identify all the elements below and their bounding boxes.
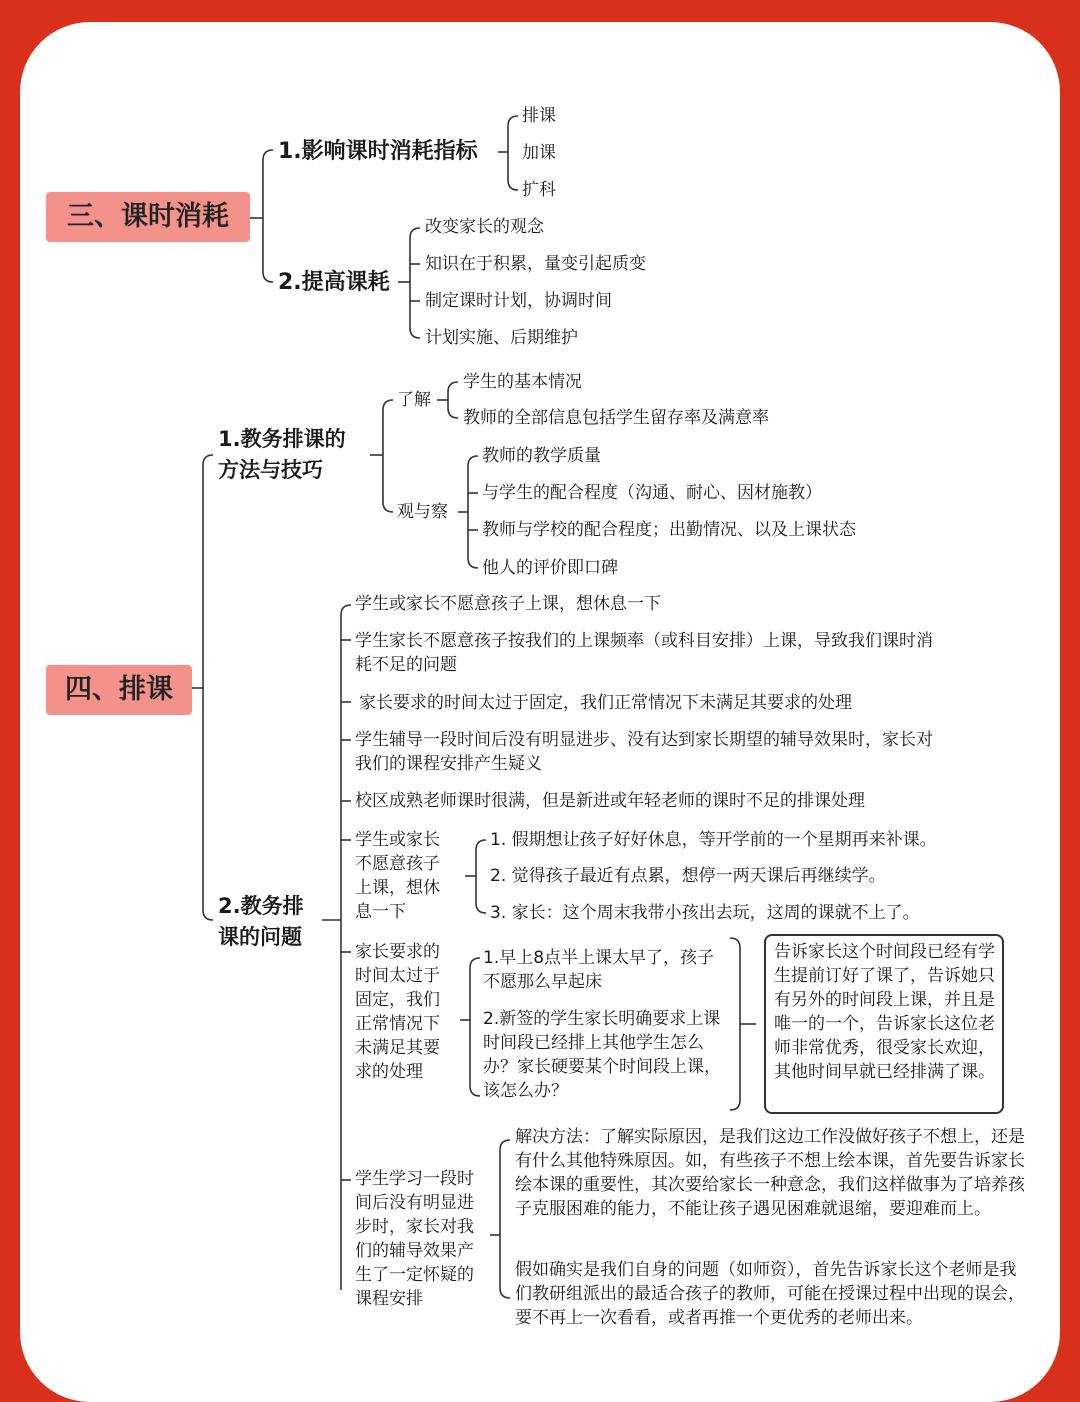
improve-item: 制定课时计划，协调时间 xyxy=(425,291,612,311)
issue-item: 学生或家长不愿意孩子上课，想休息一下 xyxy=(355,594,661,614)
understand-item: 学生的基本情况 xyxy=(463,372,582,392)
factor-indicators-title: 1.影响课时消耗指标 xyxy=(278,139,478,164)
doubt-solution: 解决方法：了解实际原因，是我们这边工作没做好孩子不想上，还是有什么其他特殊原因。如，有些孩子不想上绘本课，首先要告诉家长绘本课的重要性，其次要给家长一种意念，我们这样做事为了培养孩子克服困难的能力，不能让孩子遇见困难就退缩，要迎难而上。 xyxy=(515,1127,1025,1219)
fixed-time-case: 1.早上8点半上课太早了，孩子不愿那么早起床 xyxy=(483,948,715,992)
understand-item: 教师的全部信息包括学生留存率及满意率 xyxy=(463,408,769,428)
section-three-tag: 三、课时消耗 xyxy=(46,192,250,242)
issue-item: 学生辅导一段时间后没有明显进步、没有达到家长期望的辅导效果时，家长对我们的课程安排产生疑义 xyxy=(355,730,933,774)
observe-item: 与学生的配合程度（沟通、耐心、因材施教） xyxy=(482,483,822,503)
issue-item: 校区成熟老师课时很满，但是新进或年轻老师的课时不足的排课处理 xyxy=(355,791,865,811)
scheduling-methods-title-2: 方法与技巧 xyxy=(218,458,323,482)
fixed-time-issue-label: 家长要求的时间太过于固定，我们正常情况下未满足其要求的处理 xyxy=(355,942,440,1082)
factor-item: 排课 xyxy=(522,106,556,126)
observe-item: 教师与学校的配合程度；出勤情况、以及上课状态 xyxy=(482,520,856,540)
doubt-issue-label: 学生学习一段时间后没有明显进步时，家长对我们的辅导效果产生了一定怀疑的课程安排 xyxy=(355,1169,474,1309)
improve-item: 计划实施、后期维护 xyxy=(425,328,578,348)
fixed-time-case: 2.新签的学生家长明确要求上课时间段已经排上其他学生怎么办？家长硬要某个时间段上课，该怎么办？ xyxy=(483,1009,721,1101)
rest-case: 1. 假期想让孩子好好休息，等开学前的一个星期再来补课。 xyxy=(490,830,937,850)
issue-item: 学生家长不愿意孩子按我们的上课频率（或科目安排）上课，导致我们课时消耗不足的问题 xyxy=(355,631,933,675)
fixed-time-answer-box xyxy=(764,934,1004,1114)
improve-item: 知识在于积累，量变引起质变 xyxy=(425,254,646,274)
fixed-time-answer: 告诉家长这个时间段已经有学生提前订好了课了，告诉她只有另外的时间段上课，并且是唯一的一个，告诉家长这位老师非常优秀，很受家长欢迎，其他时间早就已经排满了课。 xyxy=(774,942,995,1082)
scheduling-problems-title-2: 课的问题 xyxy=(218,925,302,949)
factor-item: 扩科 xyxy=(522,180,556,200)
scheduling-methods-title: 1.教务排课的 xyxy=(218,427,346,451)
rest-case: 2. 觉得孩子最近有点累，想停一两天课后再继续学。 xyxy=(490,866,886,886)
factor-item: 加课 xyxy=(522,143,556,163)
scheduling-problems-title: 2.教务排 xyxy=(218,894,304,918)
rest-issue-label: 学生或家长不愿意孩子上课，想休息一下 xyxy=(355,830,440,922)
improve-item: 改变家长的观念 xyxy=(425,217,544,237)
understand-label: 了解 xyxy=(397,390,431,410)
section-four-tag: 四、排课 xyxy=(46,665,192,715)
improve-consumption-title: 2.提高课耗 xyxy=(278,270,390,295)
doubt-solution: 假如确实是我们自身的问题（如师资），首先告诉家长这个老师是我们教研组派出的最适合孩子的教师，可能在授课过程中出现的误会，要不再上一次看看，或者再推一个更优秀的老师出来。 xyxy=(515,1260,1025,1328)
observe-label: 观与察 xyxy=(397,502,448,522)
observe-item: 他人的评价即口碑 xyxy=(482,558,618,578)
observe-item: 教师的教学质量 xyxy=(482,446,601,466)
rest-case: 3. 家长：这个周末我带小孩出去玩，这周的课就不上了。 xyxy=(490,903,920,923)
issue-item: 家长要求的时间太过于固定，我们正常情况下未满足其要求的处理 xyxy=(359,693,852,713)
